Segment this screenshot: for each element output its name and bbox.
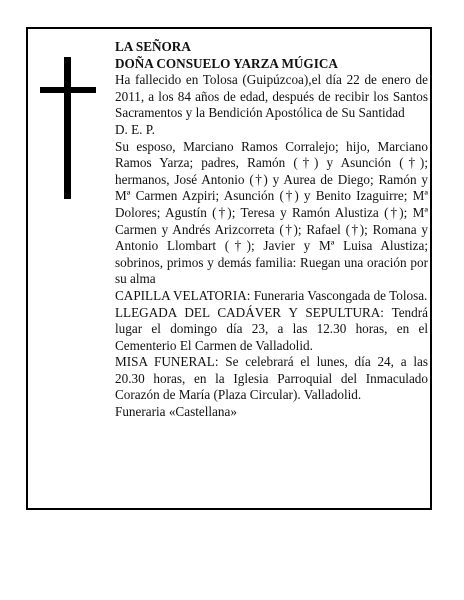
obituary-frame (26, 27, 432, 510)
obituary-text (115, 39, 428, 421)
heading-title: LA SEÑORA (115, 39, 191, 54)
rip-line: D. E. P. (115, 121, 155, 137)
funeral-mass-paragraph: MISA FUNERAL: Se celebrará el lunes, día 24, a las 20.30 horas, en la Iglesia Parroquial del Inmaculado Corazón de María (Plaza Circular). Valladolid. (115, 354, 428, 403)
funeral-home-line: Funeraria «Castellana» (115, 404, 237, 420)
death-paragraph: Ha fallecido en Tolosa (Guipúzcoa),el día 22 de enero de 2011, a los 84 años de edad, después de recibir los Santos Sacramentos y la Bendición Apostólica de Su Santidad (115, 72, 428, 121)
cross-horizontal-bar (40, 87, 96, 93)
chapel-paragraph: CAPILLA VELATORIA: Funeraria Vascongada de Tolosa. (115, 287, 428, 303)
family-paragraph: Su esposo, Marciano Ramos Corralejo; hijo, Marciano Ramos Yarza; padres, Ramón (†) y Asunción (†); hermanos, José Antonio (†) y Aurea de Diego; Ramón y Mª Carmen Azpiri; Asunción (†) y Benito Izaguirre; Mª Dolores; Agustín (†); Teresa y Ramón Alustiza (†); Mª Carmen y Andrés Arizcorreta (†); Rafael (†); Romana y Antonio Llombart (†); Javier y Mª Luisa Alustiza; sobrinos, primos y demás familia: Ruegan una oración por su alma (115, 138, 428, 287)
arrival-burial-paragraph: LLEGADA DEL CADÁVER Y SEPULTURA: Tendrá lugar el domingo día 23, a las 12.30 horas, en el Cementerio El Carmen de Valladolid. (115, 304, 428, 353)
cross-vertical-bar (64, 57, 71, 199)
cross-icon (40, 57, 96, 199)
deceased-name: DOÑA CONSUELO YARZA MÚGICA (115, 55, 338, 71)
